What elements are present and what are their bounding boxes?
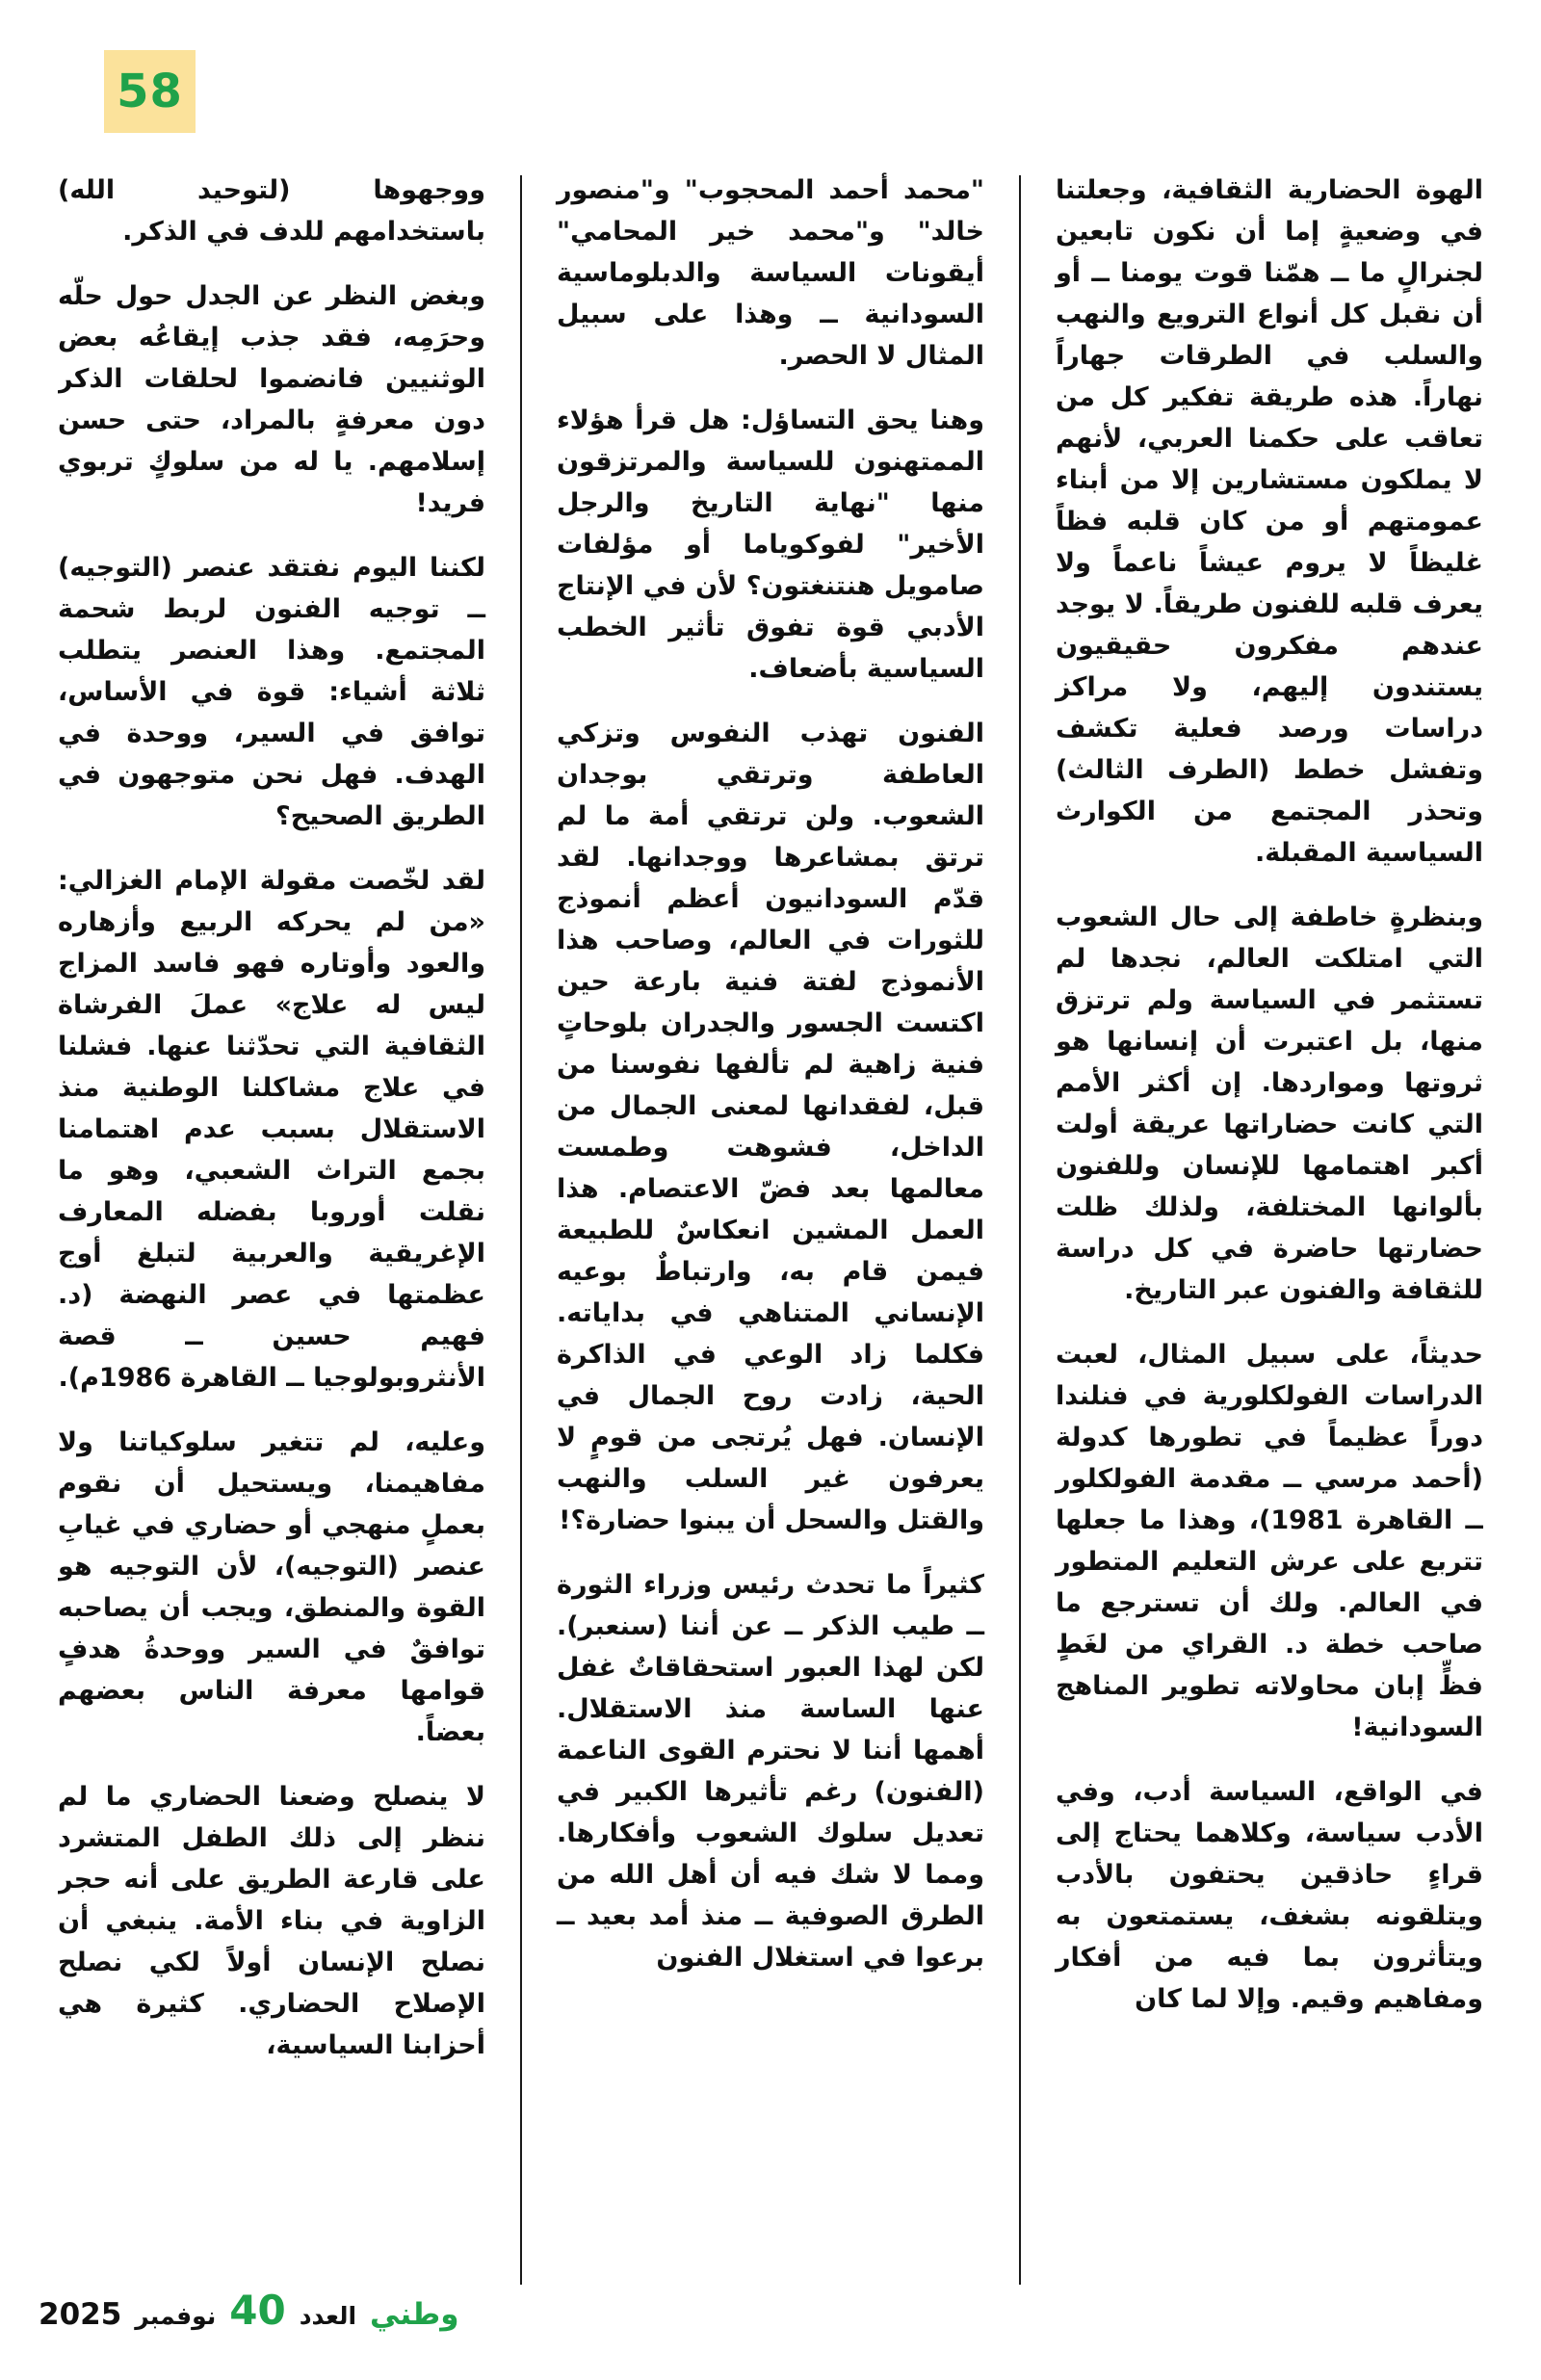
column-divider (1019, 175, 1021, 2285)
paragraph: في الواقع، السياسة أدب، وفي الأدب سياسة، وكلاهما يحتاج إلى قراءٍ حاذقين يحتفون بالأدب ويتلقونه بشغف، يستمتعون به ويتأثرون بما فيه من أفكار ومفاهيم وقيم. وإلا لما كان (1056, 1777, 1483, 2014)
paragraph: ووجهوها (لتوحيد الله) باستخدامهم للدف في الذكر. (58, 175, 485, 247)
paragraph: وبغض النظر عن الجدل حول حلّه وحرَمِه، فقد جذب إيقاعُه بعض الوثنيين فانضموا لحلقات الذكر دون معرفةٍ بالمراد، حتى حسن إسلامهم. يا له من سلوكٍ تربوي فريد! (58, 281, 485, 518)
page-number: 58 (117, 65, 183, 118)
magazine-name: وطني (370, 2297, 459, 2332)
issue-number: 40 (229, 2287, 286, 2334)
article-columns (58, 170, 1483, 2317)
paragraph: وهنا يحق التساؤل: هل قرأ هؤلاء الممتهنون للسياسة والمرتزقون منها "نهاية التاريخ والرجل الأخير" لفوكوياما أو مؤلفات صامويل هنتنغتون؟ لأن في الإنتاج الأدبي قوة تفوق تأثير الخطب السياسية بأضعاف. (557, 405, 984, 684)
paragraph: لقد لخّصت مقولة الإمام الغزالي: «من لم يحركه الربيع وأزهاره والعود وأوتاره فهو فاسد المزاج ليس له علاج» عملَ الفرشاة الثقافية التي تحدّثنا عنها. فشلنا في علاج مشاكلنا الوطنية منذ الاستقلال بسبب عدم اهتمامنا بجمع التراث الشعبي، وهو ما نقلت أوروبا بفضله المعارف الإغريقية والعربية لتبلغ أوج عظمتها في عصر النهضة (د. فهيم حسين ــ قصة الأنثروبولوجيا ــ القاهرة 1986م). (58, 866, 485, 1393)
paragraph: لا ينصلح وضعنا الحضاري ما لم ننظر إلى ذلك الطفل المتشرد على قارعة الطريق على أنه حجر الزاوية في بناء الأمة. ينبغي أن نصلح الإنسان أولاً لكي نصلح الإصلاح الحضاري. كثيرة هي أحزابنا السياسية، (58, 1782, 485, 2060)
column-divider (520, 175, 522, 2285)
paragraph: الفنون تهذب النفوس وتزكي العاطفة وترتقي بوجدان الشعوب. ولن ترتقي أمة ما لم ترتق بمشاعرها ووجدانها. لقد قدّم السودانيون أعظم أنموذج للثورات في العالم، وصاحب هذا الأنموذج لفتة فنية بارعة حين اكتست الجسور والجدران بلوحاتٍ فنية زاهية لم تألفها نفوسنا من قبل، لفقدانها لمعنى الجمال من الداخل، فشوهت وطمست معالمها بعد فضّ الاعتصام. هذا العمل المشين انعكاسٌ للطبيعة فيمن قام به، وارتباطٌ بوعيه الإنساني المتناهي في بداياته. فكلما زاد الوعي في الذاكرة الحية، زادت روح الجمال في الإنسان. فهل يُرتجى من قومٍ لا يعرفون غير السلب والنهب والقتل والسحل أن يبنوا حضارة؟! (557, 719, 984, 1535)
paragraph: وبنظرةٍ خاطفة إلى حال الشعوب التي امتلكت العالم، نجدها لم تستثمر في السياسة ولم ترتزق منها، بل اعتبرت أن إنسانها هو ثروتها ومواردها. إن أكثر الأمم التي كانت حضاراتها عريقة أولت أكبر اهتمامها للإنسان وللفنون بألوانها المختلفة، ولذلك ظلت حضارتها حاضرة في كل دراسة للثقافة والفنون عبر التاريخ. (1056, 902, 1483, 1305)
paragraph: "محمد أحمد المحجوب" و"منصور خالد" و"محمد خير المحامي" أيقونات السياسة والدبلوماسية السودانية ــ وهذا على سبيل المثال لا الحصر. (557, 175, 984, 371)
column-right (1056, 170, 1483, 2317)
issue-label: العدد (299, 2302, 357, 2330)
column-middle (557, 170, 984, 2317)
paragraph: حديثاً، على سبيل المثال، لعبت الدراسات الفولكلورية في فنلندا دوراً عظيماً في تطورها كدولة (أحمد مرسي ــ مقدمة الفولكلور ــ القاهرة 1981)، وهذا ما جعلها تتربع على عرش التعليم المتطور في العالم. ولك أن تسترجع ما صاحب خطة د. القراي من لغَطٍ فظٍّ إبان محاولاته تطوير المناهج السودانية! (1056, 1340, 1483, 1742)
issue-year: 2025 (39, 2297, 122, 2332)
column-left (58, 170, 485, 2317)
paragraph: لكننا اليوم نفتقد عنصر (التوجيه) ــ توجيه الفنون لربط شحمة المجتمع. وهذا العنصر يتطلب ثلاثة أشياء: قوة في الأساس، توافق في السير، ووحدة في الهدف. فهل نحن متوجهون في الطريق الصحيح؟ (58, 553, 485, 831)
issue-month: نوفمبر (135, 2302, 217, 2330)
page-footer (39, 2287, 459, 2334)
paragraph: الهوة الحضارية الثقافية، وجعلتنا في وضعيةٍ إما أن نكون تابعين لجنرالٍ ما ــ همّنا قوت يومنا ــ أو أن نقبل كل أنواع الترويع والنهب والسلب في الطرقات جهاراً نهاراً. هذه طريقة تفكير كل من تعاقب على حكمنا العربي، لأنهم لا يملكون مستشارين إلا من أبناء عمومتهم أو من كان قلبه فظاً غليظاً لا يروم عيشاً ناعماً ولا يعرف قلبه للفنون طريقاً. لا يوجد عندهم مفكرون حقيقيون يستندون إليهم، ولا مراكز دراسات ورصد فعلية تكشف وتفشل خطط (الطرف الثالث) وتحذر المجتمع من الكوارث السياسية المقبلة. (1056, 175, 1483, 868)
page-number-badge (104, 50, 196, 133)
paragraph: كثيراً ما تحدث رئيس وزراء الثورة ــ طيب الذكر ــ عن أننا (سنعبر). لكن لهذا العبور استحقاقاتٌ غفل عنها الساسة منذ الاستقلال. أهمها أننا لا نحترم القوى الناعمة (الفنون) رغم تأثيرها الكبير في تعديل سلوك الشعوب وأفكارها. ومما لا شك فيه أن أهل الله من الطرق الصوفية ــ منذ أمد بعيد ــ برعوا في استغلال الفنون (557, 1570, 984, 1973)
paragraph: وعليه، لم تتغير سلوكياتنا ولا مفاهيمنا، ويستحيل أن نقوم بعملٍ منهجي أو حضاري في غيابِ عنصر (التوجيه)، لأن التوجيه هو القوة والمنطق، ويجب أن يصاحبه توافقٌ في السير ووحدةُ هدفٍ قوامها معرفة الناس بعضهم بعضاً. (58, 1427, 485, 1747)
